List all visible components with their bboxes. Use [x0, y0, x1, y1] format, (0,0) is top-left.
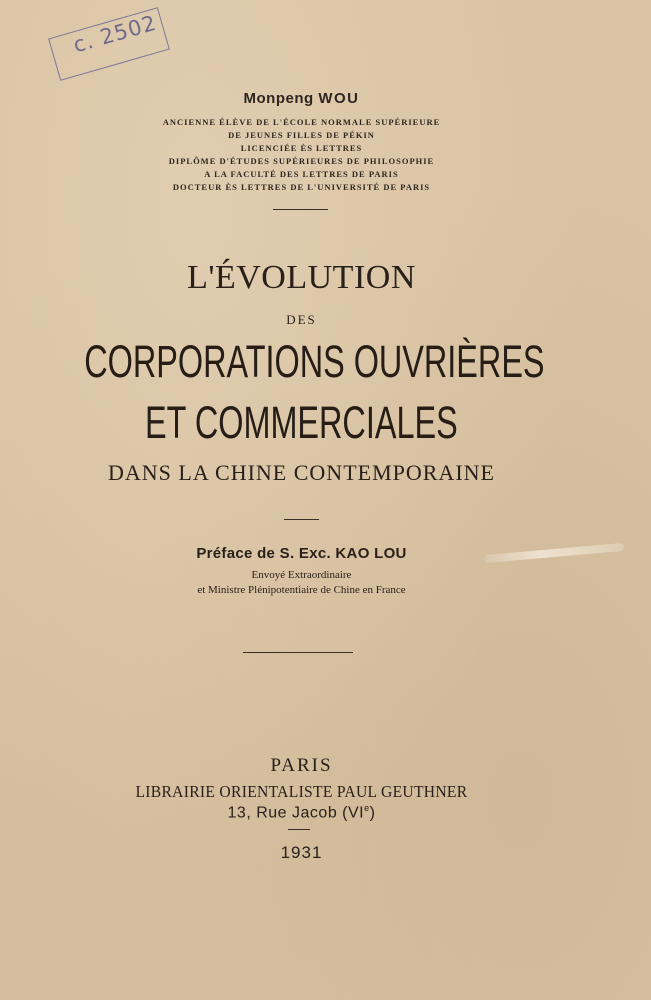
title-line-corporations: CORPORATIONS OUVRIÈRES: [84, 336, 545, 387]
preface-role-line-2: et Ministre Plénipotentiaire de Chine en France: [197, 584, 406, 596]
author-first-name: Monpeng: [243, 90, 314, 107]
title-line-evolution: L'ÉVOLUTION: [187, 259, 416, 296]
imprint-year: 1931: [280, 843, 323, 862]
title-line-commerciales: ET COMMERCIALES: [145, 397, 458, 448]
divider-rule-top: [273, 209, 328, 210]
preface-role-line-1: Envoyé Extraordinaire: [251, 569, 352, 581]
imprint-publisher: LIBRAIRIE ORIENTALISTE PAUL GEUTHNER: [135, 782, 468, 801]
divider-rule-mid: [284, 519, 319, 520]
subtitle-line: DANS LA CHINE CONTEMPORAINE: [108, 460, 495, 485]
preface-credit: Préface de S. Exc. KAO LOU: [196, 545, 407, 562]
imprint-address: [0, 803, 603, 822]
title-line-des: DES: [286, 312, 317, 327]
address-end: ): [369, 804, 376, 822]
credential-line: DOCTEUR ÈS LETTRES DE L'UNIVERSITÉ DE PARIS: [172, 182, 431, 192]
credential-line: ANCIENNE ÉLÈVE DE L'ÉCOLE NORMALE SUPÉRIEURE: [162, 117, 441, 127]
credential-line: A LA FACULTÉ DES LETTRES DE PARIS: [204, 169, 399, 179]
divider-rule-lower: [243, 652, 353, 653]
author-name: [0, 90, 603, 107]
credential-line: LICENCIÉE ÈS LETTRES: [240, 143, 363, 153]
imprint-city: PARIS: [270, 755, 333, 776]
address-superscript: e: [364, 803, 370, 813]
author-surname: WOU: [318, 90, 360, 107]
credential-line: DE JEUNES FILLES DE PÉKIN: [228, 130, 375, 140]
credential-line: DIPLÔME D'ÉTUDES SUPÉRIEURES DE PHILOSOPHIE: [168, 156, 435, 166]
divider-rule-imprint: [288, 829, 310, 830]
author-credentials: [0, 116, 603, 194]
library-stamp: c. 2502: [70, 10, 160, 58]
address-main: 13, Rue Jacob (VI: [227, 804, 365, 822]
